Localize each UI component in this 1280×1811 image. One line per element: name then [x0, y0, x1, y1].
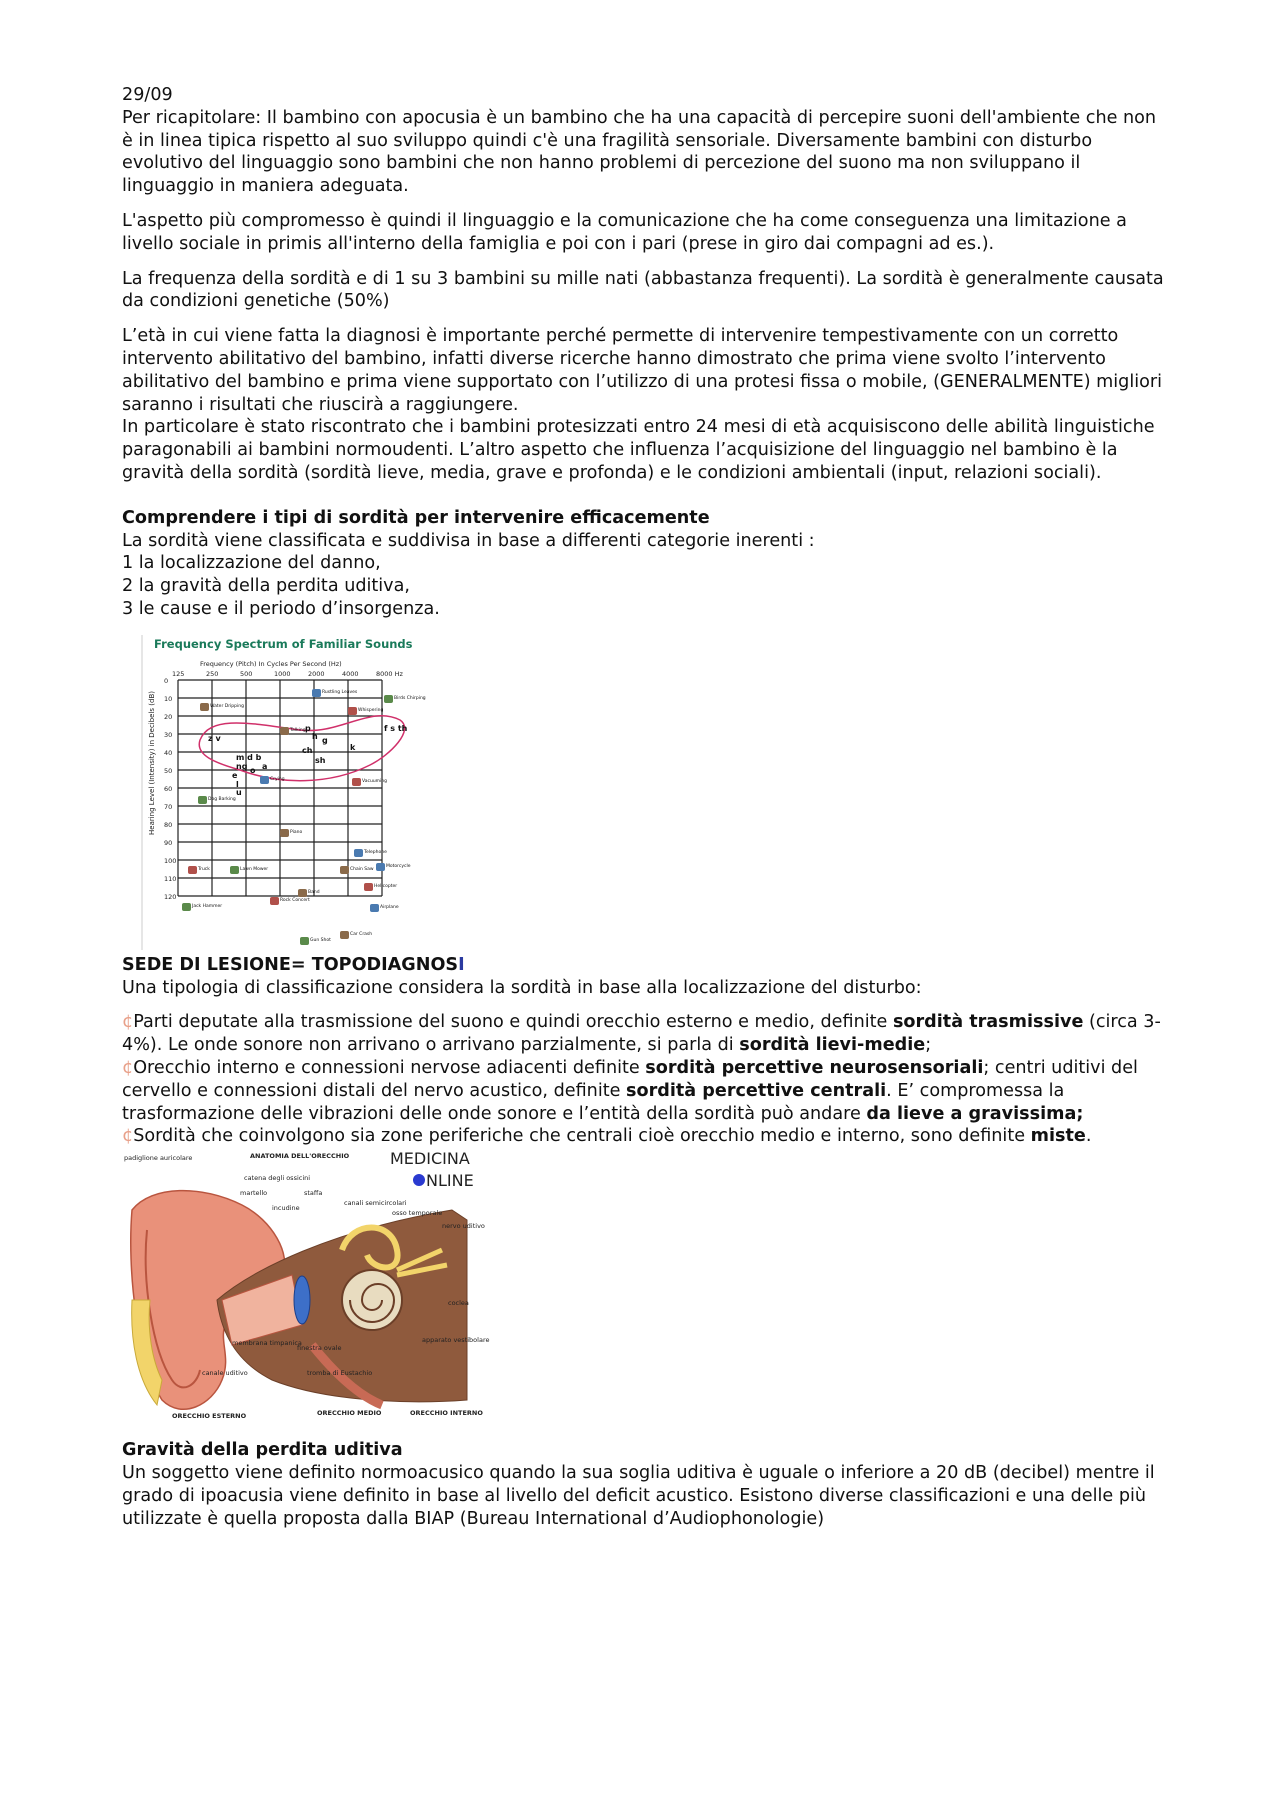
sound-label: Piano [290, 829, 303, 835]
section-heading-types: Comprendere i tipi di sordità per intervenire efficacemente [122, 507, 710, 528]
sound-label: Airplane [380, 904, 399, 910]
section-text-severity: Un soggetto viene definito normoacusico quando la sua soglia uditiva è uguale o inferiore a 20 dB (decibel) mentre il grado di ipoacusia viene definito in base al livello del deficit acustico. Esistono diverse classificazioni e una delle più utilizzate è quella proposta dalla BIAP (Bureau International d’Audiophonologie) [122, 1462, 1155, 1529]
y-tick-label: 120 [164, 892, 177, 901]
phoneme-label: f s th [384, 723, 408, 733]
y-tick-label: 100 [164, 856, 177, 865]
section-heading-severity: Gravità della perdita uditiva [122, 1440, 403, 1461]
sound-icon [354, 849, 363, 857]
region-inner: ORECCHIO INTERNO [410, 1409, 483, 1418]
intro-paragraph-4: L’età in cui viene fatta la diagnosi è importante perché permette di intervenire tempestivamente con un corretto intervento abilitativo del bambino, infatti diverse ricerche hanno dimostrato che prima viene svolto l’intervento abilitativo del bambino e prima viene supportato con l’utilizzo di una protesi fissa o mobile, (GENERALMENTE) migliori saranno i risultati che riuscirà a raggiungere. [122, 326, 1163, 415]
phoneme-label: sh [315, 755, 326, 765]
sound-label: Car Crash [350, 931, 373, 937]
y-tick-label: 50 [164, 766, 173, 775]
label-tromba: tromba di Eustachio [307, 1369, 373, 1378]
sound-label: Whispering [358, 707, 384, 713]
x-tick-label: 4000 [342, 669, 359, 678]
sound-label: Helicopter [374, 883, 398, 889]
brand-text-1: MEDICINA [390, 1150, 470, 1169]
sound-label: Band [308, 889, 320, 895]
list-item: 3 le cause e il periodo d’insorgenza. [122, 598, 440, 619]
bullet-icon: ¢ [122, 1126, 134, 1147]
date: 29/09 [122, 85, 173, 105]
x-axis-label: Frequency (Pitch) In Cycles Per Second (Hz) [200, 659, 342, 668]
y-tick-label: 60 [164, 784, 173, 793]
ear-figure-title: ANATOMIA DELL'ORECCHIO [250, 1152, 350, 1161]
label-ossicini: catena degli ossicini [244, 1174, 311, 1183]
sound-label: Rustling Leaves [322, 689, 358, 695]
phoneme-label: g [322, 735, 328, 745]
bullet-item-perceptive: ¢Orecchio interno e connessioni nervose adiacenti definite sordità percettive neurosensoriali; centri uditivi del cervello e connessioni distali del nervo acustico, definite sordità percettive centrali. E’ compromessa la trasformazione delle vibrazioni delle onde sonore e l’entità della sordità può andare da lieve a gravissima; [122, 1057, 1138, 1124]
phoneme-label: h [312, 731, 318, 741]
label-membrana: membrana timpanica [232, 1339, 302, 1348]
frequency-spectrum-figure [140, 635, 450, 950]
phoneme-label: o [250, 765, 256, 775]
sound-label: Birds Chirping [394, 695, 426, 701]
sound-icon [312, 689, 321, 697]
intro-paragraph-3: La frequenza della sordità e di 1 su 3 bambini su mille nati (abbastanza frequenti). La sordità è generalmente causata da condizioni genetiche (50%) [122, 268, 1164, 312]
phoneme-label: z v [208, 733, 221, 743]
x-tick-label: 8000 Hz [376, 669, 403, 678]
sound-icon [270, 897, 279, 905]
section-heading-lesion [122, 954, 1172, 977]
sound-icon [280, 727, 289, 735]
sound-icon [364, 883, 373, 891]
sound-icon [188, 866, 197, 874]
section-lead-types: La sordità viene classificata e suddivisa in base a differenti categorie inerenti : [122, 530, 815, 551]
y-tick-label: 110 [164, 874, 177, 883]
phoneme-label: ch [302, 745, 313, 755]
label-coclea: coclea [448, 1299, 469, 1308]
sound-label: Jack Hammer [192, 903, 223, 909]
ear-anatomy-figure [122, 1150, 492, 1435]
y-tick-label: 20 [164, 712, 173, 721]
bullet-icon: ¢ [122, 1012, 134, 1033]
phoneme-label: m d b [236, 752, 262, 762]
x-tick-label: 500 [240, 669, 253, 678]
brand-dot-icon [413, 1174, 425, 1186]
list-item: 1 la localizzazione del danno, [122, 553, 381, 574]
sound-icon [182, 903, 191, 911]
sound-icon [298, 889, 307, 897]
ear-anatomy-image [122, 1150, 492, 1435]
phoneme-label: u [236, 787, 242, 797]
sound-label: Water Dripping [210, 703, 244, 709]
intro-paragraph-5: In particolare è stato riscontrato che i bambini protesizzati entro 24 mesi di età acquisiscono delle abilità linguistiche paragonabili ai bambini normoudenti. L’altro aspetto che influenza l’acquisizione del linguaggio nel bambino è la gravità della sordità (sordità lieve, media, grave e profonda) e le condizioni ambientali (input, relazioni sociali). [122, 417, 1155, 483]
sound-label: Telephone [364, 849, 387, 855]
label-canale: canale uditivo [202, 1369, 248, 1378]
label-padiglione: padiglione auricolare [124, 1154, 193, 1163]
eardrum-shape [294, 1276, 310, 1324]
sound-icon [348, 707, 357, 715]
label-staffa: staffa [304, 1189, 323, 1198]
sound-icon [230, 866, 239, 874]
y-tick-label: 70 [164, 802, 173, 811]
sound-icon [340, 866, 349, 874]
y-tick-label: 0 [164, 676, 169, 685]
section-lead-lesion: Una tipologia di classificazione considera la sordità in base alla localizzazione del disturbo: [122, 977, 922, 998]
figure-title: Frequency Spectrum of Familiar Sounds [154, 636, 413, 651]
y-axis-label: Hearing Level (Intensity) in Decibels (dB) [148, 690, 156, 835]
sound-label: Chain Saw [350, 866, 374, 872]
document-page [122, 84, 1172, 1530]
label-finestra: finestra ovale [297, 1344, 342, 1353]
sound-icon [352, 778, 361, 786]
phoneme-label: ng [236, 761, 248, 771]
sound-label: Truck [198, 866, 210, 872]
sound-icon [300, 937, 309, 945]
label-osso: osso temporale [392, 1209, 443, 1218]
intro-paragraph-1: Per ricapitolare: Il bambino con apocusia è un bambino che ha una capacità di percepire suoni dell'ambiente che non è in linea tipica rispetto al suo sviluppo quindi c'è una fragilità sensoriale. Diversamente bambini con disturbo evolutivo del linguaggio sono bambini che non hanno problemi di percezione del suono ma non sviluppano il linguaggio in maniera adeguata. [122, 107, 1157, 197]
bullet-item-mixed: ¢Sordità che coinvolgono sia zone periferiche che centrali cioè orecchio medio e interno, sono definite miste. [122, 1126, 1092, 1147]
phoneme-label: l [236, 779, 239, 789]
sound-label: Talking [290, 727, 306, 733]
bullet-item-transmissive: ¢Parti deputate alla trasmissione del suono e quindi orecchio esterno e medio, definite sordità trasmissive (circa 3-4%). Le onde sonore non arrivano o arrivano parzialmente, si parla di sordità lievi-medie; [122, 1012, 1161, 1056]
y-tick-label: 80 [164, 820, 173, 829]
sound-label: Crying [270, 776, 285, 782]
sound-icon [198, 796, 207, 804]
list-item: 2 la gravità della perdita uditiva, [122, 576, 410, 597]
section-heading-lesion-text: SEDE DI LESIONE= TOPODIAGNOS [122, 954, 459, 975]
sound-label: Gun Shot [310, 937, 331, 943]
x-tick-label: 1000 [274, 669, 291, 678]
sound-label: Lawn Mower [240, 866, 269, 872]
phoneme-label: a [262, 761, 268, 771]
sound-icon [200, 703, 209, 711]
phoneme-label: p [305, 723, 311, 733]
region-middle: ORECCHIO MEDIO [317, 1409, 382, 1418]
sound-icon [260, 776, 269, 784]
sound-icon [384, 695, 393, 703]
bullet-icon: ¢ [122, 1057, 134, 1078]
label-martello: martello [240, 1189, 268, 1198]
y-tick-label: 30 [164, 730, 173, 739]
sound-label: Dog Barking [208, 796, 236, 802]
phoneme-label: k [350, 742, 356, 752]
label-nervo: nervo uditivo [442, 1222, 485, 1231]
sound-icon [370, 904, 379, 912]
label-vestibolare: apparato vestibolare [422, 1336, 490, 1345]
x-tick-label: 250 [206, 669, 219, 678]
phoneme-label: e [232, 770, 238, 780]
y-tick-label: 40 [164, 748, 173, 757]
frequency-spectrum-image [140, 635, 450, 950]
sound-icon [340, 931, 349, 939]
section-heading-lesion-last: I [458, 954, 465, 975]
x-tick-label: 2000 [308, 669, 325, 678]
y-tick-label: 10 [164, 694, 173, 703]
sound-label: Rock Concert [280, 897, 310, 903]
sound-label: Vacuuming [362, 778, 388, 784]
label-canali: canali semicircolari [344, 1199, 407, 1208]
brand-text-2: NLINE [426, 1171, 474, 1191]
sound-label: Motorcycle [386, 863, 411, 869]
x-tick-label: 125 [172, 669, 185, 678]
intro-paragraph-2: L'aspetto più compromesso è quindi il linguaggio e la comunicazione che ha come conseguenza una limitazione a livello sociale in primis all'interno della famiglia e poi con i pari (prese in giro dai compagni ad es.). [122, 210, 1127, 254]
label-incudine: incudine [272, 1204, 300, 1213]
sound-icon [376, 863, 385, 871]
sound-icon [280, 829, 289, 837]
region-outer: ORECCHIO ESTERNO [172, 1412, 247, 1421]
y-tick-label: 90 [164, 838, 173, 847]
